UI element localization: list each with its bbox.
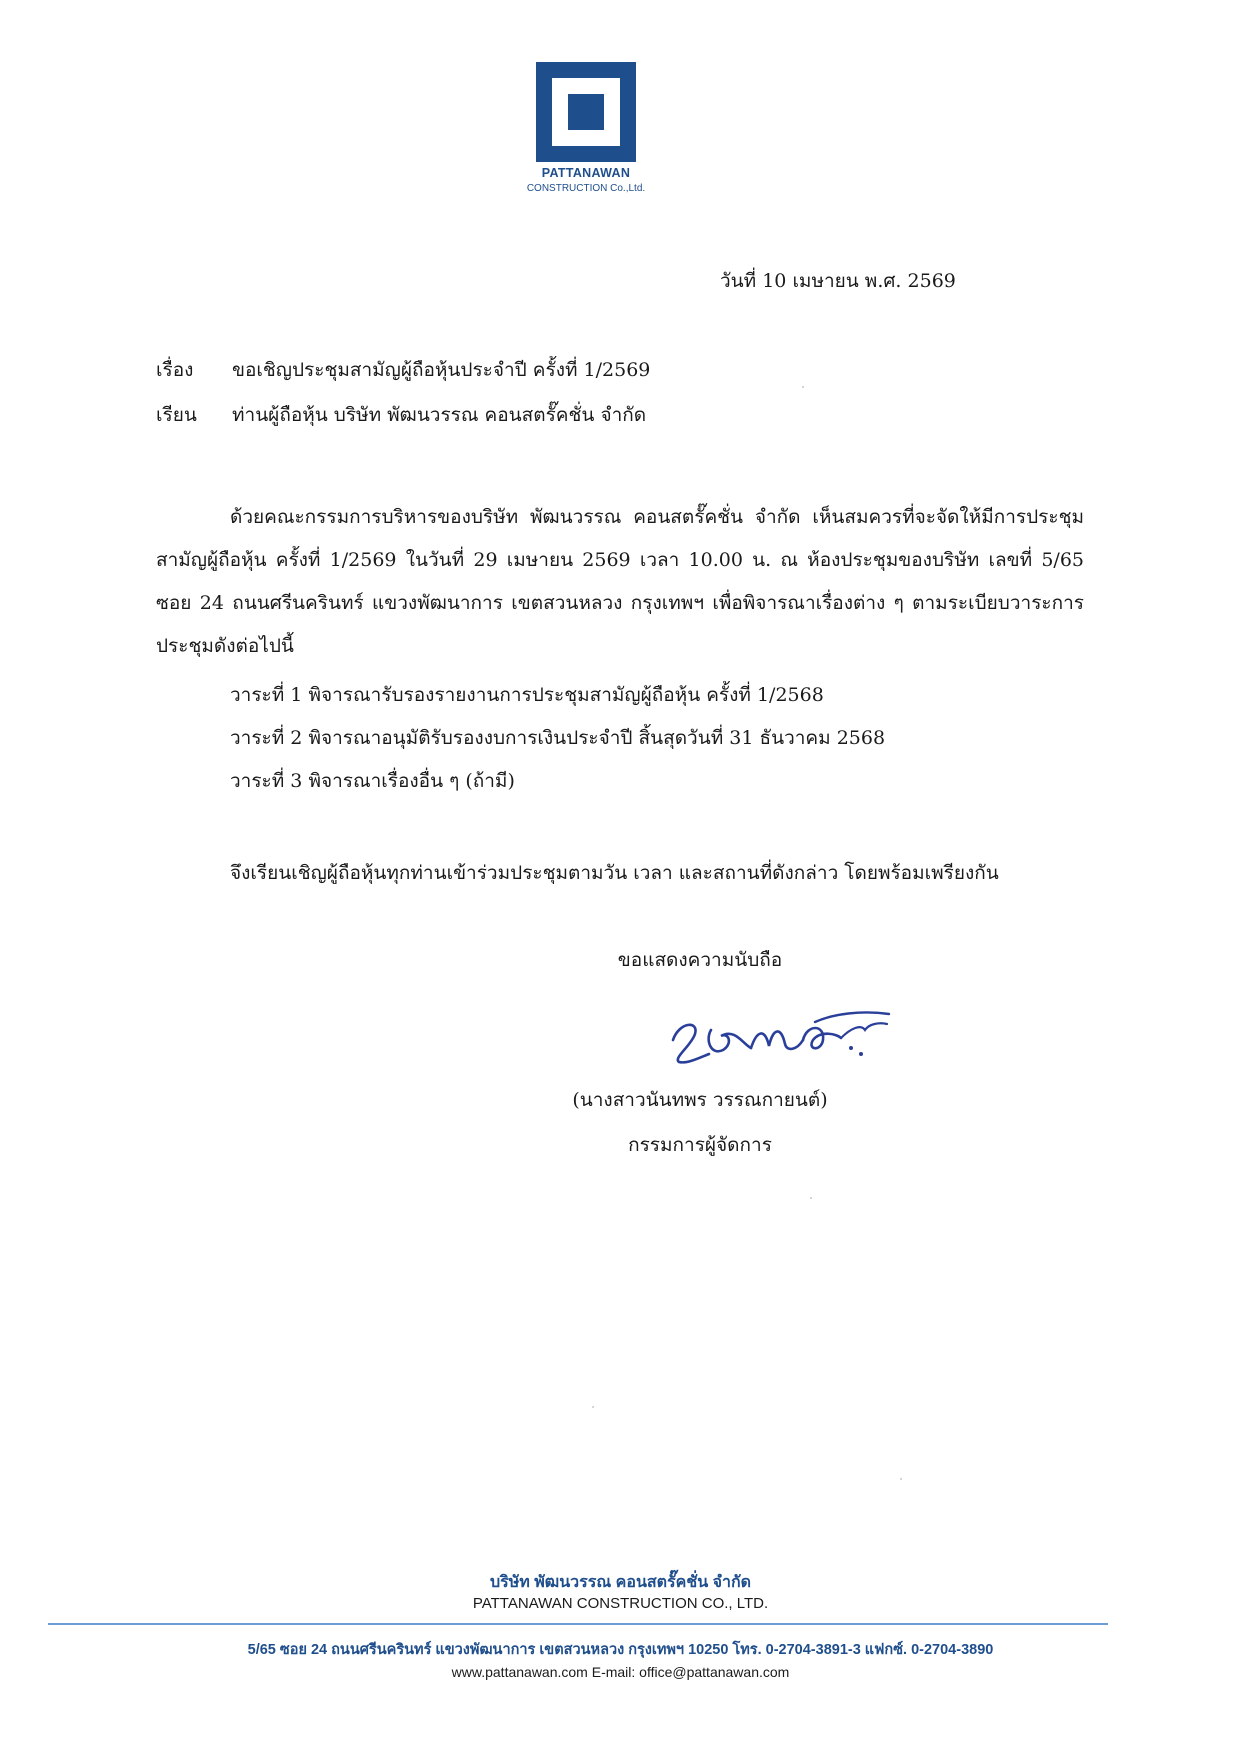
regards-line: ขอแสดงความนับถือ — [617, 949, 783, 971]
scan-speck — [802, 386, 804, 388]
agenda-item-2: วาระที่ 2 พิจารณาอนุมัติรับรองงบการเงินประจำปี สิ้นสุดวันที่ 31 ธันวาคม 2568 — [230, 727, 886, 749]
scan-speck — [810, 1197, 812, 1199]
letter-date: วันที่ 10 เมษายน พ.ศ. 2569 — [720, 270, 956, 292]
footer-address: 5/65 ซอย 24 ถนนศรีนครินทร์ แขวงพัฒนาการ เขตสวนหลวง กรุงเทพฯ 10250 โทร. 0-2704-3891-3 แฟกซ์. 0-2704-3890 — [247, 1642, 994, 1658]
subject-line — [156, 355, 956, 385]
closing-sentence: จึงเรียนเชิญผู้ถือหุ้นทุกท่านเข้าร่วมประชุมตามวัน เวลา และสถานที่ดังกล่าว โดยพร้อมเพรียงกัน — [230, 862, 999, 884]
signatory-name: (นางสาวนันทพร วรรณกายนต์) — [572, 1089, 828, 1111]
logo-company-name: PATTANAWAN — [541, 166, 631, 180]
signatory-position: กรรมการผู้จัดการ — [628, 1134, 772, 1156]
logo-company-subtitle: CONSTRUCTION Co.,Ltd. — [526, 183, 646, 194]
scan-speck — [900, 1478, 902, 1480]
body-paragraph: ด้วยคณะกรรมการบริหารของบริษัท พัฒนวรรณ คอนสตรั๊คชั่น จำกัด เห็นสมควรที่จะจัดให้มีการประชุมสามัญผู้ถือหุ้น ครั้งที่ 1/2569 ในวันที่ 29 เมษายน 2569 เวลา 10.00 น. ณ ห้องประชุมของบริษัท เลขที่ 5/65 ซอย 24 ถนนศรีนครินทร์ แขวงพัฒนาการ เขตสวนหลวง กรุงเทพฯ เพื่อพิจารณาเรื่องต่าง ๆ ตามระเบียบวาระการประชุมดังต่อไปนี้ — [156, 506, 1084, 657]
subject-label: เรื่อง — [156, 359, 194, 381]
subject-text: ขอเชิญประชุมสามัญผู้ถือหุ้นประจำปี ครั้งที่ 1/2569 — [232, 359, 651, 381]
addressee-line — [156, 400, 956, 430]
agenda-item-1: วาระที่ 1 พิจารณารับรองรายงานการประชุมสามัญผู้ถือหุ้น ครั้งที่ 1/2568 — [230, 684, 824, 706]
logo-inner-square — [568, 94, 604, 130]
footer-company-thai: บริษัท พัฒนวรรณ คอนสตรั๊คชั่น จำกัด — [489, 1574, 752, 1591]
footer-contact: www.pattanawan.com E-mail: office@pattanawan.com — [451, 1664, 790, 1680]
handwritten-signature — [665, 1000, 905, 1070]
agenda-item-3: วาระที่ 3 พิจารณาเรื่องอื่น ๆ (ถ้ามี) — [230, 770, 515, 792]
addressee-label: เรียน — [156, 404, 197, 426]
scan-speck — [592, 1406, 594, 1408]
company-logo — [536, 62, 636, 162]
footer-divider — [48, 1623, 1108, 1625]
addressee-text: ท่านผู้ถือหุ้น บริษัท พัฒนวรรณ คอนสตรั๊คชั่น จำกัด — [232, 404, 647, 426]
footer-company-english: PATTANAWAN CONSTRUCTION CO., LTD. — [472, 1595, 769, 1612]
